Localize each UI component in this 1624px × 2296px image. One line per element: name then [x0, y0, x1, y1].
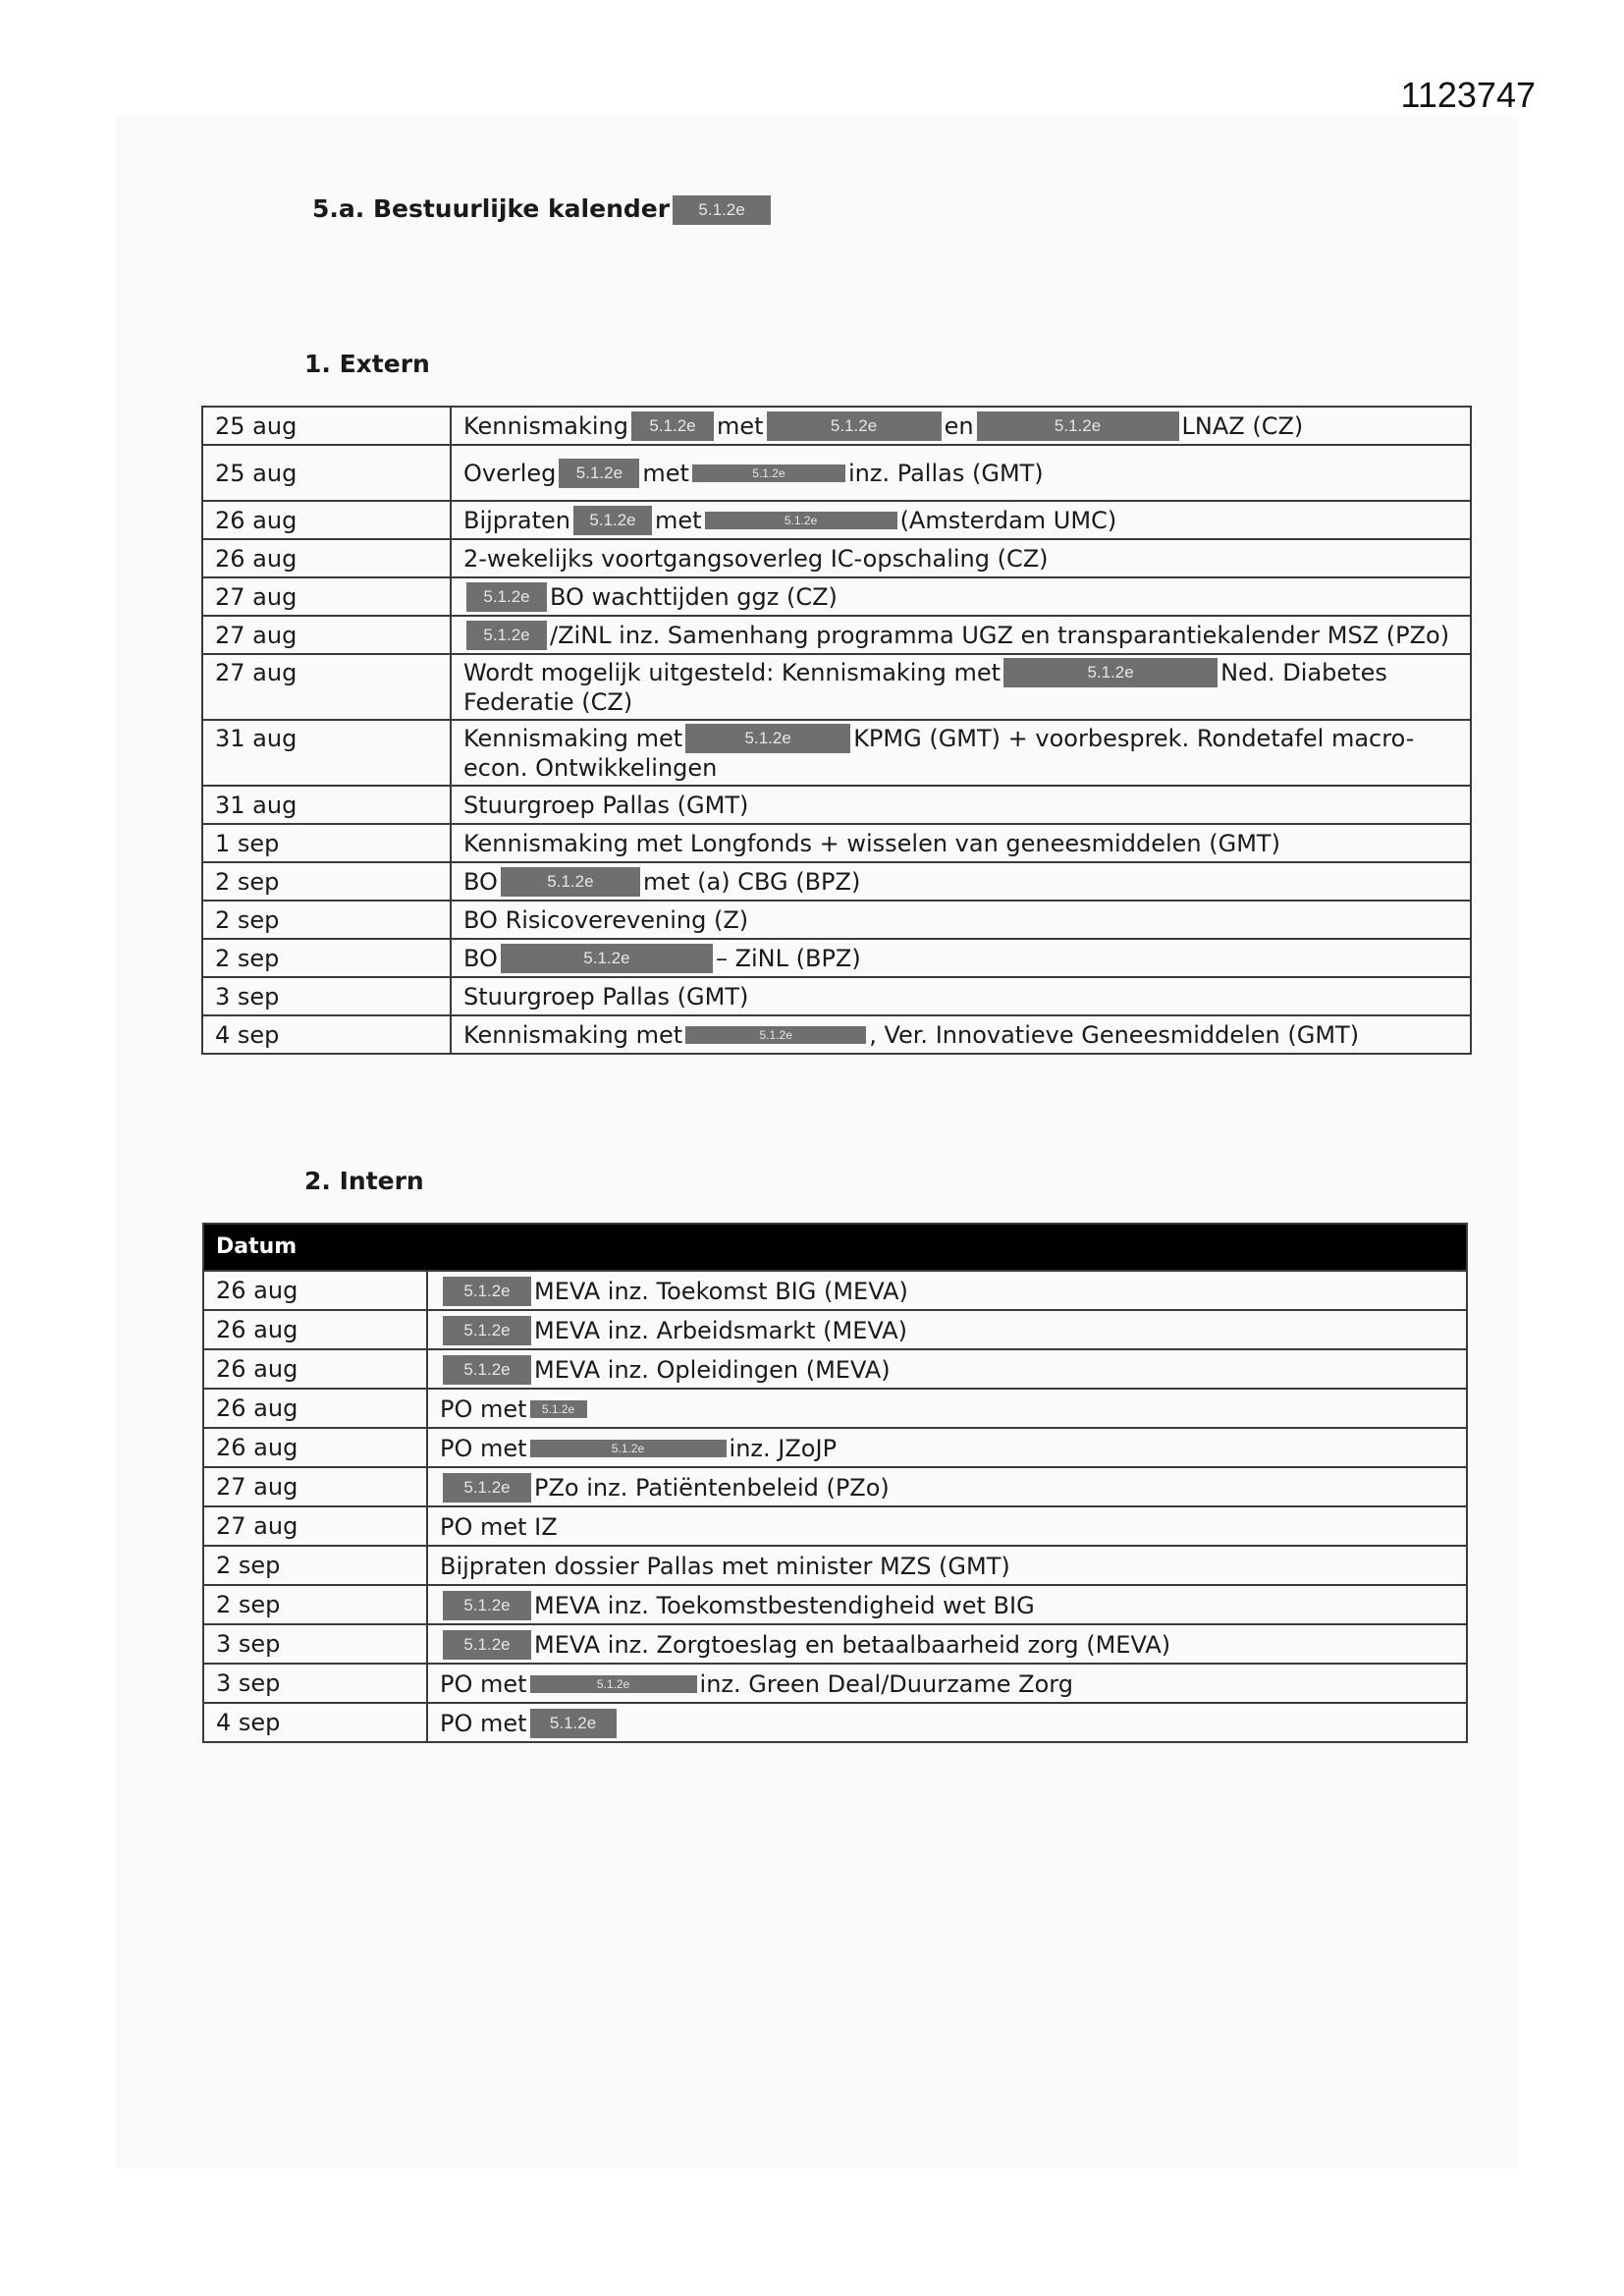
row-description — [427, 1585, 1467, 1624]
row-text: (Amsterdam UMC) — [899, 507, 1117, 534]
row-text: PO met IZ — [440, 1512, 558, 1541]
redaction-box: 5.1.2e — [685, 1026, 866, 1044]
row-date: 26 aug — [203, 1389, 427, 1428]
redaction-box: 5.1.2e — [530, 1440, 727, 1457]
table-row — [202, 786, 1471, 824]
table-row — [202, 862, 1471, 901]
redaction-box: 5.1.2e — [501, 867, 640, 897]
row-date: 26 aug — [203, 1310, 427, 1349]
table-row — [202, 939, 1471, 977]
row-text: Stuurgroep Pallas (GMT) — [463, 983, 749, 1011]
table-row — [202, 720, 1471, 786]
table-row — [202, 539, 1471, 577]
row-date: 2 sep — [202, 862, 451, 901]
row-text: MEVA inz. Arbeidsmarkt (MEVA) — [534, 1316, 908, 1344]
row-description — [451, 654, 1471, 720]
row-date: 26 aug — [202, 501, 451, 539]
table-row — [202, 501, 1471, 539]
table-row — [203, 1310, 1467, 1349]
row-description — [427, 1664, 1467, 1703]
row-text: PO met — [440, 1709, 527, 1737]
row-description — [451, 786, 1471, 824]
section-title-intern: 2. Intern — [304, 1167, 424, 1195]
row-text: en — [944, 412, 974, 440]
table-row — [202, 654, 1471, 720]
table-row — [203, 1546, 1467, 1585]
row-text: PZo inz. Patiëntenbeleid (PZo) — [534, 1473, 890, 1502]
redaction-box: 5.1.2e — [466, 621, 547, 650]
redaction-box: 5.1.2e — [466, 582, 547, 612]
row-text: inz. JZoJP — [729, 1434, 838, 1462]
row-text: PO met — [440, 1394, 527, 1423]
table-header-row — [203, 1224, 1467, 1271]
row-description — [451, 407, 1471, 445]
table-row — [203, 1389, 1467, 1428]
row-text: Bijpraten — [463, 507, 570, 534]
row-text: PO met — [440, 1434, 527, 1462]
table-row — [202, 824, 1471, 862]
row-date: 2 sep — [202, 901, 451, 939]
row-text: Wordt mogelijk uitgesteld: Kennismaking met — [463, 659, 1001, 686]
row-date: 3 sep — [202, 977, 451, 1015]
table-row — [203, 1349, 1467, 1389]
column-header-description — [427, 1224, 1467, 1271]
redaction-box: 5.1.2e — [705, 512, 897, 529]
table-row — [202, 616, 1471, 654]
redaction-box: 5.1.2e — [767, 411, 942, 441]
redaction-box: 5.1.2e — [530, 1400, 587, 1418]
row-text: inz. Pallas (GMT) — [847, 460, 1044, 487]
redaction-box: 5.1.2e — [443, 1277, 531, 1306]
row-description — [451, 939, 1471, 977]
row-text: Kennismaking met — [463, 725, 683, 752]
table-row — [202, 445, 1471, 501]
table-row — [203, 1506, 1467, 1546]
redaction-box: 5.1.2e — [443, 1316, 531, 1345]
row-date: 27 aug — [202, 577, 451, 616]
row-text: met — [642, 460, 689, 487]
row-text: met — [717, 412, 764, 440]
table-row — [203, 1624, 1467, 1664]
row-text: BO — [463, 868, 498, 896]
row-date: 2 sep — [203, 1585, 427, 1624]
redaction-box: 5.1.2e — [573, 506, 652, 535]
redaction-box: 5.1.2e — [443, 1630, 531, 1660]
row-date: 4 sep — [203, 1703, 427, 1742]
row-text: MEVA inz. Toekomst BIG (MEVA) — [534, 1277, 908, 1305]
row-text: BO Risicoverevening (Z) — [463, 906, 749, 934]
row-description — [427, 1703, 1467, 1742]
row-text: – ZiNL (BPZ) — [715, 945, 861, 972]
row-date: 25 aug — [202, 445, 451, 501]
row-description — [427, 1349, 1467, 1389]
row-date: 1 sep — [202, 824, 451, 862]
table-row — [203, 1703, 1467, 1742]
row-date: 26 aug — [203, 1271, 427, 1310]
table-row — [202, 407, 1471, 445]
row-text: MEVA inz. Toekomstbestendigheid wet BIG — [534, 1591, 1035, 1619]
intern-calendar-table — [202, 1223, 1468, 1743]
redaction-box: 5.1.2e — [631, 411, 714, 441]
row-description — [427, 1389, 1467, 1428]
redaction-box: 5.1.2e — [977, 411, 1179, 441]
table-row — [203, 1467, 1467, 1506]
row-date: 27 aug — [202, 654, 451, 720]
row-date: 3 sep — [203, 1624, 427, 1664]
row-description — [427, 1271, 1467, 1310]
row-description — [451, 501, 1471, 539]
row-description — [427, 1467, 1467, 1506]
row-description — [451, 901, 1471, 939]
row-text: /ZiNL inz. Samenhang programma UGZ en transparantiekalender MSZ (PZo) — [550, 622, 1450, 649]
row-description — [451, 616, 1471, 654]
redaction-box: 5.1.2e — [559, 459, 639, 488]
row-text: PO met — [440, 1669, 527, 1698]
redaction-box: 5.1.2e — [443, 1473, 531, 1503]
row-text: MEVA inz. Opleidingen (MEVA) — [534, 1355, 891, 1384]
row-description — [427, 1546, 1467, 1585]
row-date: 31 aug — [202, 786, 451, 824]
redaction-box: 5.1.2e — [443, 1355, 531, 1385]
row-text: Kennismaking met — [463, 1021, 683, 1049]
row-description — [451, 720, 1471, 786]
table-row — [202, 577, 1471, 616]
row-text: Overleg — [463, 460, 557, 487]
column-header-date: Datum — [203, 1224, 427, 1271]
row-description — [427, 1506, 1467, 1546]
row-date: 27 aug — [203, 1506, 427, 1546]
table-row — [203, 1585, 1467, 1624]
row-text: met — [655, 507, 702, 534]
row-date: 3 sep — [203, 1664, 427, 1703]
table-row — [202, 901, 1471, 939]
row-description — [451, 577, 1471, 616]
row-description — [451, 824, 1471, 862]
row-text: LNAZ (CZ) — [1181, 412, 1304, 440]
section-title-extern: 1. Extern — [304, 350, 430, 378]
row-text: inz. Green Deal/Duurzame Zorg — [699, 1669, 1073, 1698]
row-description — [427, 1310, 1467, 1349]
redaction-box: 5.1.2e — [530, 1675, 697, 1693]
table-row — [203, 1271, 1467, 1310]
redaction-box: 5.1.2e — [501, 944, 713, 973]
row-date: 2 sep — [203, 1546, 427, 1585]
row-text: Stuurgroep Pallas (GMT) — [463, 792, 749, 819]
row-date: 27 aug — [202, 616, 451, 654]
row-text: met (a) CBG (BPZ) — [642, 868, 861, 896]
row-text: BO wachttijden ggz (CZ) — [550, 583, 838, 611]
redaction-box: 5.1.2e — [685, 724, 850, 753]
row-text: Kennismaking — [463, 412, 628, 440]
table-row — [203, 1664, 1467, 1703]
redaction-box: 5.1.2e — [443, 1591, 531, 1620]
row-date: 4 sep — [202, 1015, 451, 1054]
row-text: Ned. Diabetes Federatie (CZ) — [463, 659, 1387, 716]
page-title-line — [312, 194, 771, 225]
redaction-box: 5.1.2e — [530, 1709, 617, 1738]
page-title: 5.a. Bestuurlijke kalender — [312, 194, 671, 223]
row-description — [451, 539, 1471, 577]
row-description — [427, 1428, 1467, 1467]
row-description — [451, 445, 1471, 501]
row-date: 26 aug — [203, 1349, 427, 1389]
table-row — [202, 977, 1471, 1015]
row-text: KPMG (GMT) + voorbesprek. Rondetafel macro-econ. Ontwikkelingen — [463, 725, 1415, 782]
row-date: 26 aug — [203, 1428, 427, 1467]
row-text: Bijpraten dossier Pallas met minister MZS (GMT) — [440, 1552, 1010, 1580]
row-date: 31 aug — [202, 720, 451, 786]
row-text: BO — [463, 945, 498, 972]
row-description — [451, 977, 1471, 1015]
row-text: Kennismaking met Longfonds + wisselen van geneesmiddelen (GMT) — [463, 830, 1280, 857]
redaction-box: 5.1.2e — [692, 465, 845, 482]
row-description — [451, 1015, 1471, 1054]
row-text: MEVA inz. Zorgtoeslag en betaalbaarheid zorg (MEVA) — [534, 1630, 1171, 1659]
row-description — [451, 862, 1471, 901]
table-row — [202, 1015, 1471, 1054]
document-number: 1123747 — [1400, 75, 1536, 115]
row-date: 25 aug — [202, 407, 451, 445]
row-text: , Ver. Innovatieve Geneesmiddelen (GMT) — [869, 1021, 1360, 1049]
extern-calendar-table — [201, 406, 1472, 1055]
row-text: 2-wekelijks voortgangsoverleg IC-opschaling (CZ) — [463, 545, 1049, 573]
table-row — [203, 1428, 1467, 1467]
row-description — [427, 1624, 1467, 1664]
row-date: 26 aug — [202, 539, 451, 577]
row-date: 27 aug — [203, 1467, 427, 1506]
row-date: 2 sep — [202, 939, 451, 977]
redaction-box: 5.1.2e — [673, 195, 771, 225]
redaction-box: 5.1.2e — [1003, 658, 1218, 687]
